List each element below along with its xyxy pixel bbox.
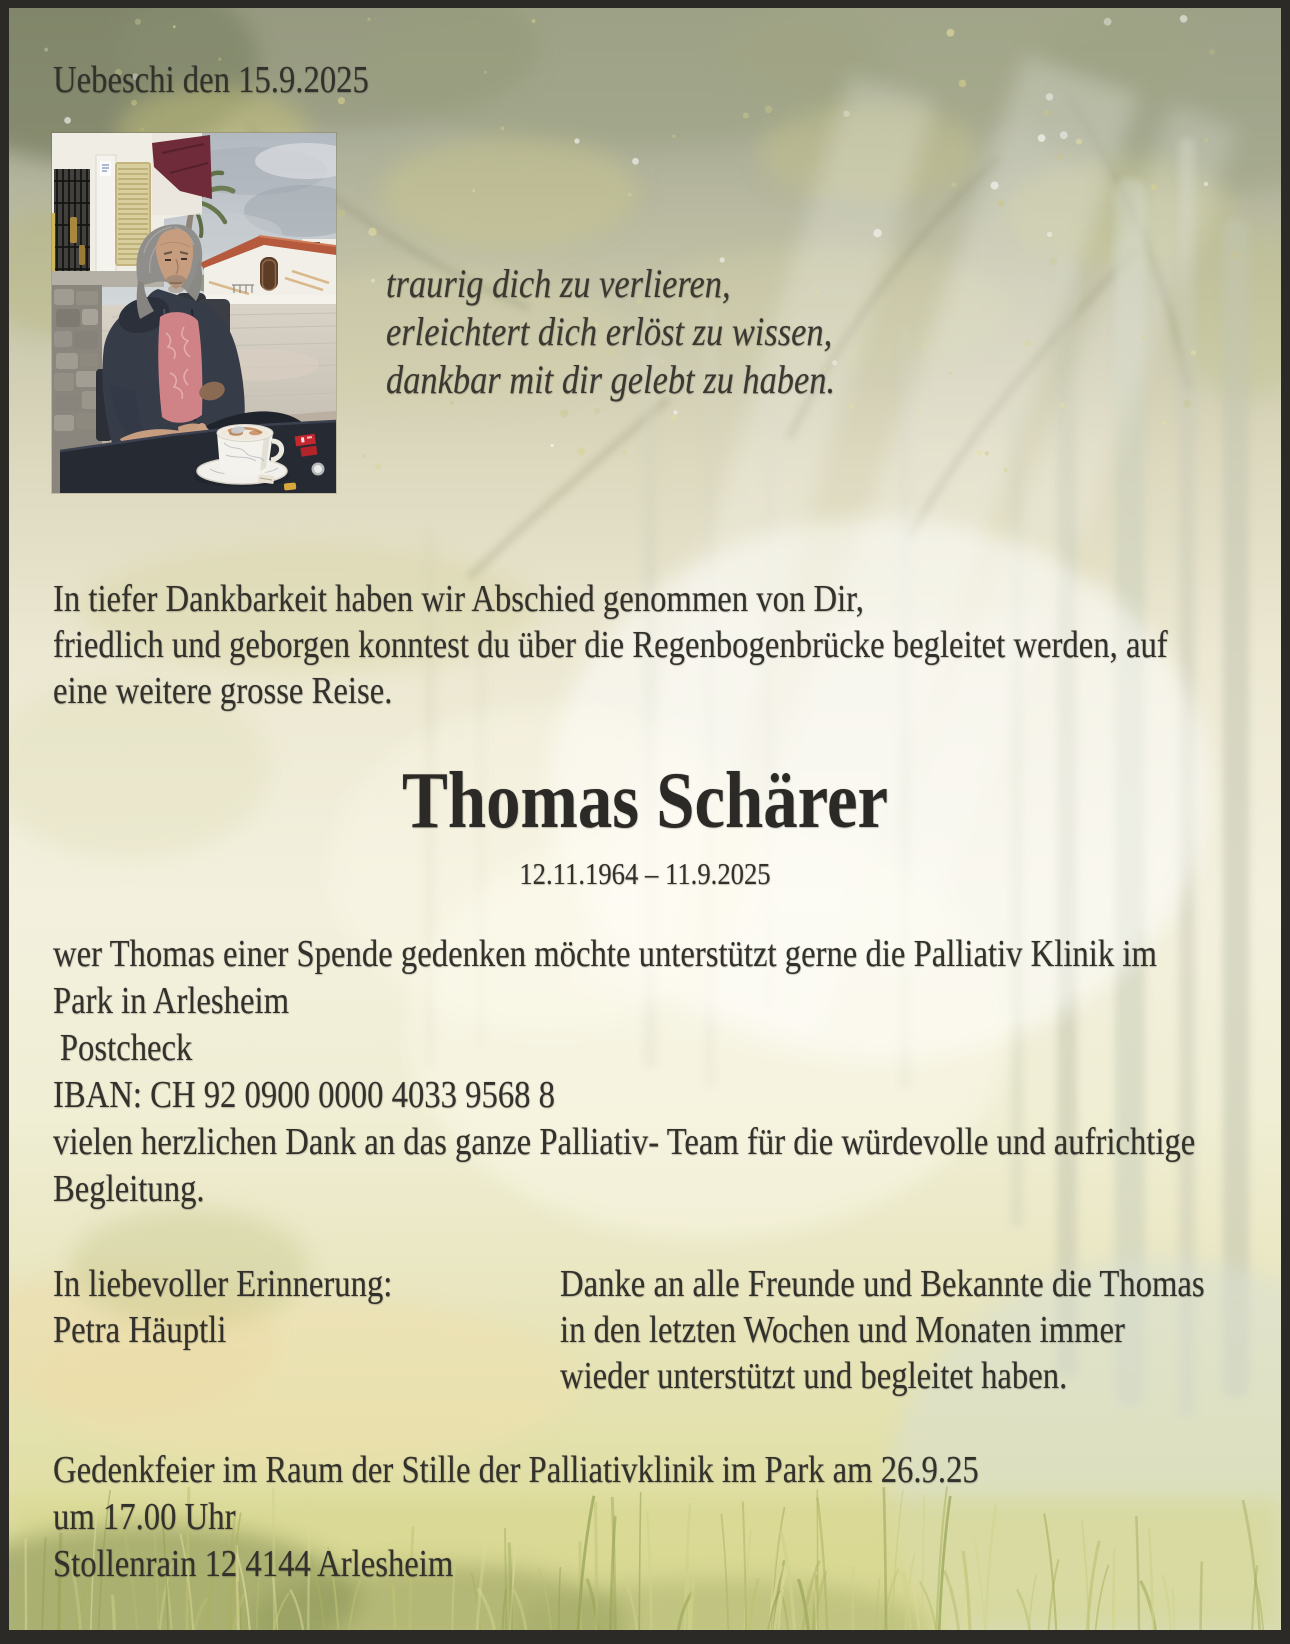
donation-paragraph: [53, 931, 1195, 1213]
ceremony-line: Stollenrain 12 4144 Arlesheim: [53, 1543, 454, 1585]
donation-line: vielen herzlichen Dank an das ganze Palliativ- Team für die würdevolle und aufrichtige: [53, 1121, 1196, 1163]
donation-line-iban: IBAN: CH 92 0900 0000 4033 9568 8: [53, 1074, 556, 1116]
donation-line: Begleitung.: [53, 1168, 205, 1210]
thanks-line: in den letzten Wochen und Monaten immer: [560, 1309, 1125, 1351]
dateline: Uebeschi den 15.9.2025: [53, 59, 369, 101]
donation-line: Postcheck: [59, 1027, 193, 1069]
ceremony-line: um 17.00 Uhr: [53, 1496, 236, 1538]
portrait-photo: [52, 133, 336, 493]
donation-line: wer Thomas einer Spende gedenken möchte unterstützt gerne die Palliativ Klinik im: [53, 933, 1157, 975]
intro-line: friedlich und geborgen konntest du über die Regenbogenbrücke begleitet werden, auf: [53, 624, 1168, 666]
thanks-line: Danke an alle Freunde und Bekannte die Thomas: [560, 1263, 1205, 1305]
thanks-line: wieder unterstützt und begleitet haben.: [560, 1355, 1068, 1397]
verse-line: dankbar mit dir gelebt zu haben.: [386, 357, 836, 402]
intro-line: In tiefer Dankbarkeit haben wir Abschied genommen von Dir,: [53, 578, 864, 620]
memory-name: Petra Häuptli: [53, 1309, 227, 1351]
verse: [386, 260, 835, 404]
ceremony-line: Gedenkfeier im Raum der Stille der Palliativklinik im Park am 26.9.25: [53, 1449, 979, 1491]
deceased-name: Thomas Schärer: [401, 757, 889, 845]
memory-label: In liebevoller Erinnerung:: [53, 1263, 393, 1305]
donation-line: Park in Arlesheim: [53, 980, 289, 1022]
thanks-block: [560, 1261, 1205, 1399]
verse-line: traurig dich zu verlieren,: [386, 261, 731, 306]
verse-line: erleichtert dich erlöst zu wissen,: [386, 309, 833, 354]
ceremony-block: [53, 1447, 979, 1588]
intro-paragraph: [53, 576, 1168, 714]
intro-line: eine weitere grosse Reise.: [53, 670, 393, 712]
life-dates: 12.11.1964 – 11.9.2025: [519, 856, 771, 891]
memory-block: [53, 1261, 392, 1353]
notice-canvas: [9, 8, 1281, 1630]
